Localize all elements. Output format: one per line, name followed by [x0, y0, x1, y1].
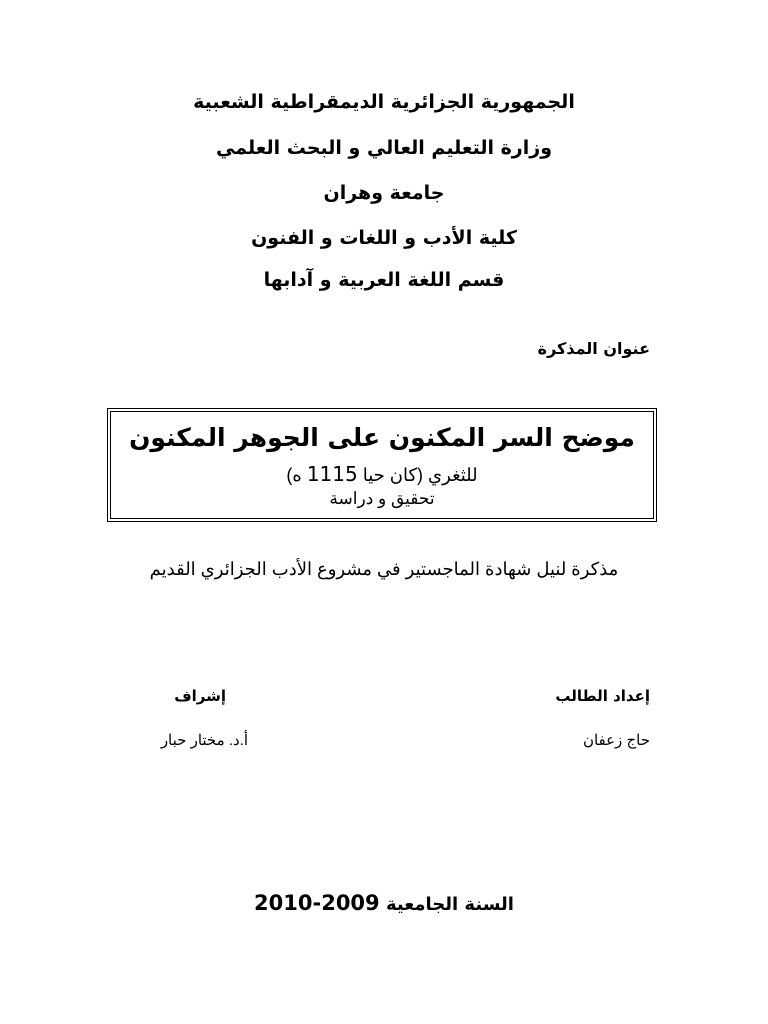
department-heading: قسم اللغة العربية و آدابها — [263, 269, 505, 291]
academic-year-value: 2009-2010 — [254, 891, 380, 915]
title-box — [107, 408, 657, 522]
student-label: إعداد الطالب — [555, 687, 650, 705]
study-type: تحقيق و دراسة — [329, 489, 435, 508]
memo-title-label: عنوان المذكرة — [537, 339, 650, 358]
author-suffix: ه) — [286, 465, 302, 485]
degree-statement: مذكرة لنيل شهادة الماجستير في مشروع الأدب الجزائري القديم — [149, 559, 619, 579]
republic-heading: الجمهورية الجزائرية الديمقراطية الشعبية — [193, 91, 575, 113]
supervisor-label: إشراف — [174, 687, 226, 705]
author-year: 1115 — [306, 462, 358, 486]
academic-year — [0, 890, 768, 918]
supervisor-name: أ.د. مختار حبار — [160, 732, 248, 749]
thesis-title: موضح السر المكنون على الجوهر المكنون — [129, 423, 635, 452]
academic-year-label: السنة الجامعية — [385, 894, 514, 915]
faculty-heading: كلية الأدب و اللغات و الفنون — [251, 227, 517, 249]
author-attribution — [111, 462, 653, 487]
student-name: حاج زعفان — [582, 732, 650, 749]
ministry-heading: وزارة التعليم العالي و البحث العلمي — [216, 137, 552, 159]
university-heading: جامعة وهران — [323, 182, 445, 204]
author-prefix: للثغري (كان حيا — [362, 465, 478, 485]
